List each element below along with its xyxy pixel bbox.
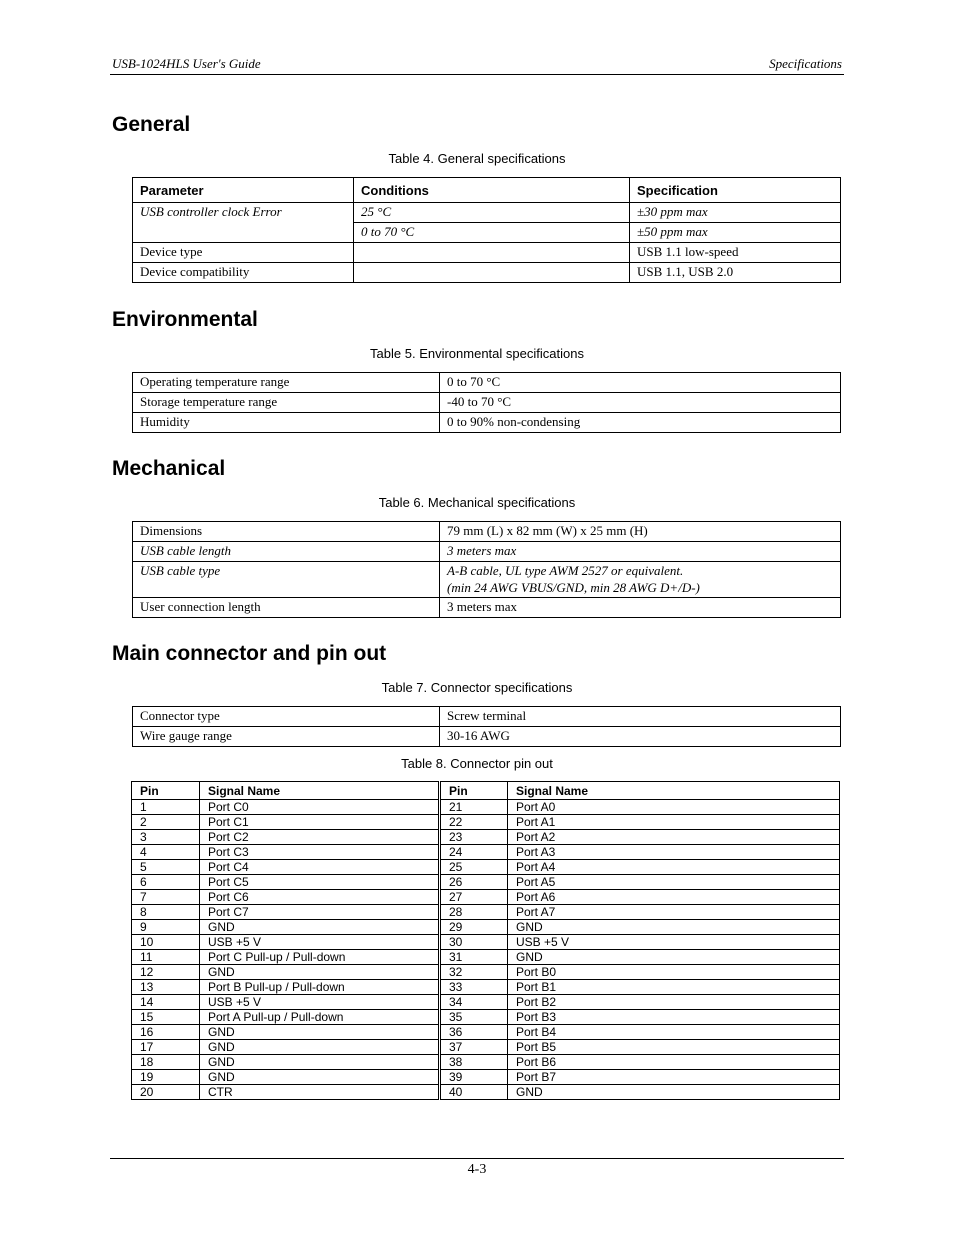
table-cell: 27	[440, 890, 508, 905]
heading-general: General	[112, 113, 191, 136]
table-cell: Device compatibility	[133, 263, 354, 283]
table-cell: 26	[440, 875, 508, 890]
table-cell	[354, 243, 630, 263]
table-header-row	[133, 178, 841, 203]
table-cell: Wire gauge range	[133, 727, 440, 747]
table-cell: Port C1	[200, 815, 440, 830]
table-cell: 19	[132, 1070, 200, 1085]
table-cell: 14	[132, 995, 200, 1010]
connector-spec-table	[132, 706, 841, 747]
table-cell: Screw terminal	[440, 707, 841, 727]
table-cell: 8	[132, 905, 200, 920]
table-cell: Port B4	[508, 1025, 840, 1040]
table-cell: 13	[132, 980, 200, 995]
table-cell: Operating temperature range	[133, 373, 440, 393]
table-cell: GND	[200, 1055, 440, 1070]
table-row	[132, 815, 840, 830]
table-cell: 0 to 70 °C	[354, 223, 630, 243]
header-doc-title: USB-1024HLS User's Guide	[112, 56, 261, 71]
table-cell: ±30 ppm max	[630, 203, 841, 223]
table-cell: 35	[440, 1010, 508, 1025]
table-cell: 24	[440, 845, 508, 860]
table-cell: Port C Pull-up / Pull-down	[200, 950, 440, 965]
table-cell: User connection length	[133, 598, 440, 618]
table-cell: Port B5	[508, 1040, 840, 1055]
table-cell: 18	[132, 1055, 200, 1070]
table-cell: Port C4	[200, 860, 440, 875]
table-cell: 6	[132, 875, 200, 890]
header-cell: Signal Name	[508, 782, 840, 800]
table-cell: Dimensions	[133, 522, 440, 542]
table-row	[132, 1055, 840, 1070]
caption-table-5: Table 5. Environmental specifications	[370, 346, 584, 361]
table-cell: USB +5 V	[508, 935, 840, 950]
mechanical-spec-table	[132, 521, 841, 618]
table-cell: 38	[440, 1055, 508, 1070]
table-cell: Port B2	[508, 995, 840, 1010]
table-row	[132, 890, 840, 905]
table-cell: 0 to 70 °C	[440, 373, 841, 393]
table-row	[132, 965, 840, 980]
table-cell: Port A0	[508, 800, 840, 815]
table-row	[133, 263, 841, 283]
table-cell: 29	[440, 920, 508, 935]
table-cell: 40	[440, 1085, 508, 1100]
table-cell: 17	[132, 1040, 200, 1055]
table-cell: Port B1	[508, 980, 840, 995]
table-cell: 33	[440, 980, 508, 995]
table-cell: 37	[440, 1040, 508, 1055]
table-cell: USB +5 V	[200, 995, 440, 1010]
table-cell: 34	[440, 995, 508, 1010]
table-cell: Port C3	[200, 845, 440, 860]
table-row	[132, 800, 840, 815]
table-cell: GND	[200, 920, 440, 935]
table-row	[132, 980, 840, 995]
table-cell: 79 mm (L) x 82 mm (W) x 25 mm (H)	[440, 522, 841, 542]
table-cell: 3 meters max	[440, 598, 841, 618]
table-cell: Storage temperature range	[133, 393, 440, 413]
table-cell: ±50 ppm max	[630, 223, 841, 243]
table-row	[132, 860, 840, 875]
table-cell: 25 °C	[354, 203, 630, 223]
table-cell: 32	[440, 965, 508, 980]
table-cell: Humidity	[133, 413, 440, 433]
table-cell: GND	[508, 950, 840, 965]
table-cell: 7	[132, 890, 200, 905]
table-row	[132, 1040, 840, 1055]
table-cell: Device type	[133, 243, 354, 263]
table-cell: 30	[440, 935, 508, 950]
table-row	[133, 373, 841, 393]
page-header	[110, 55, 844, 75]
table-cell: 2	[132, 815, 200, 830]
table-cell: Port B6	[508, 1055, 840, 1070]
table-cell: 3	[132, 830, 200, 845]
environmental-spec-table	[132, 372, 841, 433]
table-row	[132, 1010, 840, 1025]
caption-table-4: Table 4. General specifications	[388, 151, 566, 166]
header-cell: Specification	[630, 178, 841, 203]
caption-table-7: Table 7. Connector specifications	[381, 680, 573, 695]
table-cell: 10	[132, 935, 200, 950]
table-cell: 0 to 90% non-condensing	[440, 413, 841, 433]
table-cell: Port A5	[508, 875, 840, 890]
caption-table-6: Table 6. Mechanical specifications	[378, 495, 576, 510]
table-cell	[354, 263, 630, 283]
table-cell: Port C7	[200, 905, 440, 920]
table-row	[132, 845, 840, 860]
table-cell: GND	[200, 965, 440, 980]
table-cell: Port C6	[200, 890, 440, 905]
table-row	[133, 598, 841, 618]
table-cell: 9	[132, 920, 200, 935]
table-cell: CTR	[200, 1085, 440, 1100]
table-cell: USB +5 V	[200, 935, 440, 950]
table-row	[132, 920, 840, 935]
table-cell: 22	[440, 815, 508, 830]
table-cell: 30-16 AWG	[440, 727, 841, 747]
table-row	[133, 727, 841, 747]
table-cell: USB 1.1, USB 2.0	[630, 263, 841, 283]
table-cell: 15	[132, 1010, 200, 1025]
table-cell: 36	[440, 1025, 508, 1040]
table-cell: Port A Pull-up / Pull-down	[200, 1010, 440, 1025]
table-cell: Port C2	[200, 830, 440, 845]
table-cell: 23	[440, 830, 508, 845]
table-row	[132, 935, 840, 950]
table-row	[133, 413, 841, 433]
heading-mechanical: Mechanical	[112, 457, 226, 480]
table-cell: GND	[508, 920, 840, 935]
table-header-row	[132, 782, 840, 800]
cable-type-line-1: A-B cable, UL type AWM 2527 or equivalent.	[447, 563, 684, 578]
table-cell: USB cable type	[133, 562, 440, 598]
table-row	[133, 203, 841, 223]
table-cell: Connector type	[133, 707, 440, 727]
cable-type-line-2: (min 24 AWG VBUS/GND, min 28 AWG D+/D-)	[447, 580, 700, 595]
table-cell: Port C0	[200, 800, 440, 815]
table-cell: Port A6	[508, 890, 840, 905]
table-cell: -40 to 70 °C	[440, 393, 841, 413]
table-cell: Port A2	[508, 830, 840, 845]
header-cell: Pin	[440, 782, 508, 800]
table-row	[132, 830, 840, 845]
table-cell: Port B0	[508, 965, 840, 980]
table-cell: GND	[200, 1070, 440, 1085]
table-row	[133, 522, 841, 542]
table-cell	[440, 562, 841, 598]
table-cell: 31	[440, 950, 508, 965]
table-cell: 4	[132, 845, 200, 860]
table-row	[132, 1070, 840, 1085]
table-row	[133, 542, 841, 562]
header-cell: Signal Name	[200, 782, 440, 800]
table-cell: Port A4	[508, 860, 840, 875]
table-cell: 16	[132, 1025, 200, 1040]
table-cell: 25	[440, 860, 508, 875]
header-cell: Conditions	[354, 178, 630, 203]
heading-environmental: Environmental	[112, 308, 258, 331]
general-spec-table	[132, 177, 841, 283]
table-cell: 1	[132, 800, 200, 815]
pinout-body	[132, 800, 840, 1100]
table-cell: GND	[200, 1025, 440, 1040]
table-cell: 11	[132, 950, 200, 965]
table-row	[133, 707, 841, 727]
pinout-table	[131, 781, 840, 1100]
table-cell: 28	[440, 905, 508, 920]
header-section-title: Specifications	[769, 56, 842, 71]
table-cell: USB 1.1 low-speed	[630, 243, 841, 263]
table-cell: USB cable length	[133, 542, 440, 562]
table-row	[132, 1025, 840, 1040]
table-row	[133, 562, 841, 598]
header-cell: Parameter	[133, 178, 354, 203]
table-cell: Port A3	[508, 845, 840, 860]
table-cell: 5	[132, 860, 200, 875]
table-cell: Port A7	[508, 905, 840, 920]
table-cell: USB controller clock Error	[133, 203, 354, 243]
table-row	[132, 905, 840, 920]
table-cell: GND	[200, 1040, 440, 1055]
table-cell: 12	[132, 965, 200, 980]
table-row	[132, 875, 840, 890]
table-cell: Port B Pull-up / Pull-down	[200, 980, 440, 995]
heading-main-connector: Main connector and pin out	[112, 642, 387, 665]
table-cell: GND	[508, 1085, 840, 1100]
page-number: 4-3	[467, 1162, 487, 1177]
caption-table-8: Table 8. Connector pin out	[401, 756, 553, 771]
table-cell: 39	[440, 1070, 508, 1085]
table-row	[133, 393, 841, 413]
table-row	[133, 243, 841, 263]
table-cell: Port C5	[200, 875, 440, 890]
table-cell: Port A1	[508, 815, 840, 830]
table-row	[132, 995, 840, 1010]
table-cell: Port B7	[508, 1070, 840, 1085]
table-cell: 21	[440, 800, 508, 815]
table-row	[132, 1085, 840, 1100]
table-row	[132, 950, 840, 965]
page-footer	[110, 1158, 844, 1177]
table-cell: Port B3	[508, 1010, 840, 1025]
table-cell: 20	[132, 1085, 200, 1100]
table-cell: 3 meters max	[440, 542, 841, 562]
header-cell: Pin	[132, 782, 200, 800]
